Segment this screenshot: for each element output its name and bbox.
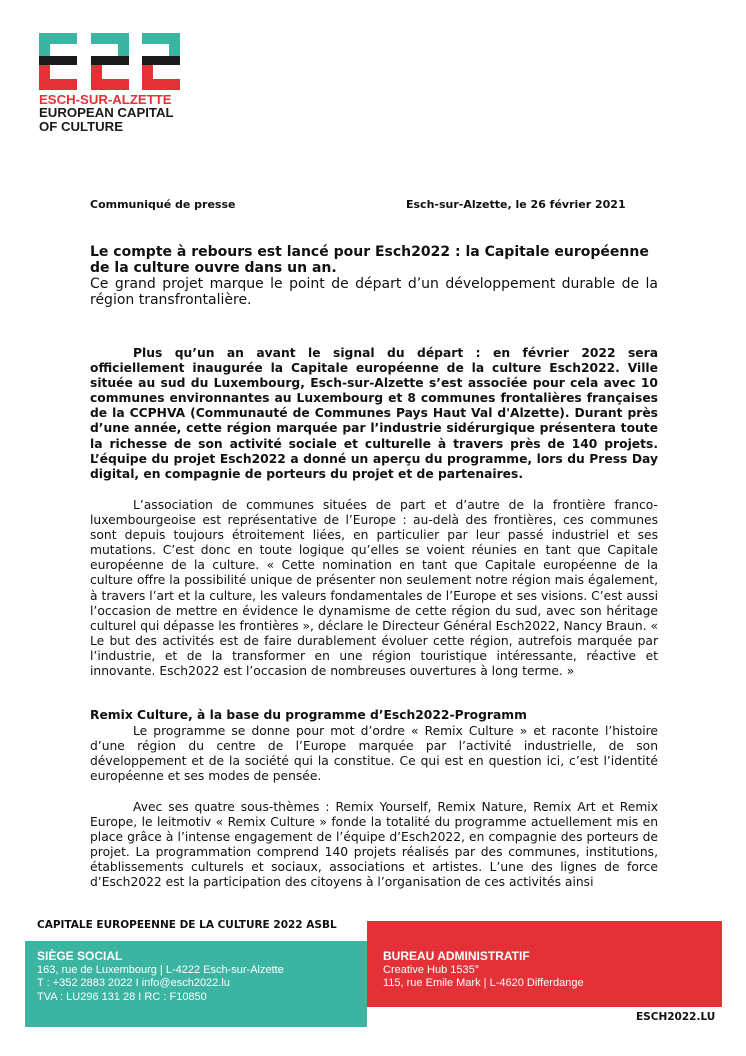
paragraph-association: L’association de communes situées de part et d’autre de la frontière franco-luxembourgeoise est représentative de l’Europe : au-delà des frontières, ces communes sont depuis toujours étroitement liées, en particulier par leur passé industriel et ses mutations. C’est donc en toute logique qu’elles se voient réunies en tant que Capitale européenne de la culture. « Cette nomination en tant que Capitale européenne de la culture offre la possibilité unique de présenter non seulement notre région mais également, à travers l’art et la culture, les valeurs fondamentales de l’Europe et ses visions. C’est aussi l’occasion de mettre en évidence le dynamisme de cette région du sud, avec son héritage culturel qui dépasse les frontières », déclare le Directeur Général Esch2022, Nancy Braun. « Le but des activités est de faire durablement évoluer cette région, autrefois marquée par l’industrie, et de la transformer en une région touristique intéressante, réactive et innovante. Esch2022 est l’occasion de nombreuses ouvertures à long terme. » <box>90 498 658 679</box>
subheadline: Ce grand projet marque le point de départ d’un développement durable de la région transfrontalière. <box>90 276 658 308</box>
paragraph-subthemes: Avec ses quatre sous-thèmes : Remix Yourself, Remix Nature, Remix Art et Remix Europe, le leitmotiv « Remix Culture » fonde la totalité du programme actuellement mis en place grâce à l’intense engagement de l’équipe d’Esch2022, en compagnie des porteurs de projet. La programmation comprend 140 projets réalisés par des communes, institutions, établissements culturels et sociaux, associations et artistes. L’une des lignes de force d’Esch2022 est la participation des citoyens à l’organisation de ces activités ainsi <box>90 800 658 890</box>
press-release-label: Communiqué de presse <box>90 198 236 211</box>
headline: Le compte à rebours est lancé pour Esch2022 : la Capitale européenne de la culture ouvre dans un an. <box>90 244 649 276</box>
section-heading-remix: Remix Culture, à la base du programme d’Esch2022-Programm <box>90 708 527 722</box>
place-date: Esch-sur-Alzette, le 26 février 2021 <box>406 198 626 211</box>
logo-line-2: EUROPEAN CAPITAL <box>39 105 174 121</box>
siege-social-heading: SIÈGE SOCIAL <box>37 949 123 963</box>
siege-address: 163, rue de Luxembourg | L-4222 Esch-sur-Alzette <box>37 963 284 976</box>
bureau-heading: BUREAU ADMINISTRATIF <box>383 949 530 963</box>
siege-contact: T : +352 2883 2022 I info@esch2022.lu <box>37 977 230 989</box>
bureau-building: Creative Hub 1535° <box>383 963 480 976</box>
bureau-address: 115, rue Emile Mark | L-4620 Differdange <box>383 977 584 989</box>
logo-wordmark <box>39 93 174 133</box>
bureau-administratif-block <box>383 950 584 991</box>
logo-line-3: OF CULTURE <box>39 118 123 134</box>
intro-paragraph: Plus qu’un an avant le signal du départ : en février 2022 sera officiellement inaugurée la Capitale européenne de la culture Esch2022. Ville située au sud du Luxembourg, Esch-sur-Alzette s’est associée pour cela avec 10 communes environnantes au Luxembourg et 8 communes frontalières françaises de la CCPHVA (Communauté de Communes Pays Haut Val d'Alzette). Durant près d’une année, cette région marquée par l’industrie sidérurgique présentera toute la richesse de son activité sociale et culturelle à travers près de 140 projets. L’équipe du projet Esch2022 a donné un aperçu du programme, lors du Press Day digital, en compagnie de porteurs du projet et de partenaires. <box>90 346 658 481</box>
siege-social-block <box>37 950 284 1004</box>
paragraph-remix: Le programme se donne pour mot d’ordre « Remix Culture » et raconte l’histoire d’une région du centre de l’Europe marquée par l’activité industrielle, de son développement et de la société qui la constitue. Ce qui est en question ici, c’est l’identité européenne et ses modes de pensée. <box>90 724 658 784</box>
footer-organization: CAPITALE EUROPEENNE DE LA CULTURE 2022 ASBL <box>37 919 337 931</box>
logo-line-1: ESCH-SUR-ALZETTE <box>39 92 172 107</box>
esch2022-logo <box>39 33 181 90</box>
siege-registration: TVA : LU296 131 28 I RC : F10850 <box>37 990 207 1003</box>
website-link[interactable]: ESCH2022.LU <box>636 1011 716 1023</box>
